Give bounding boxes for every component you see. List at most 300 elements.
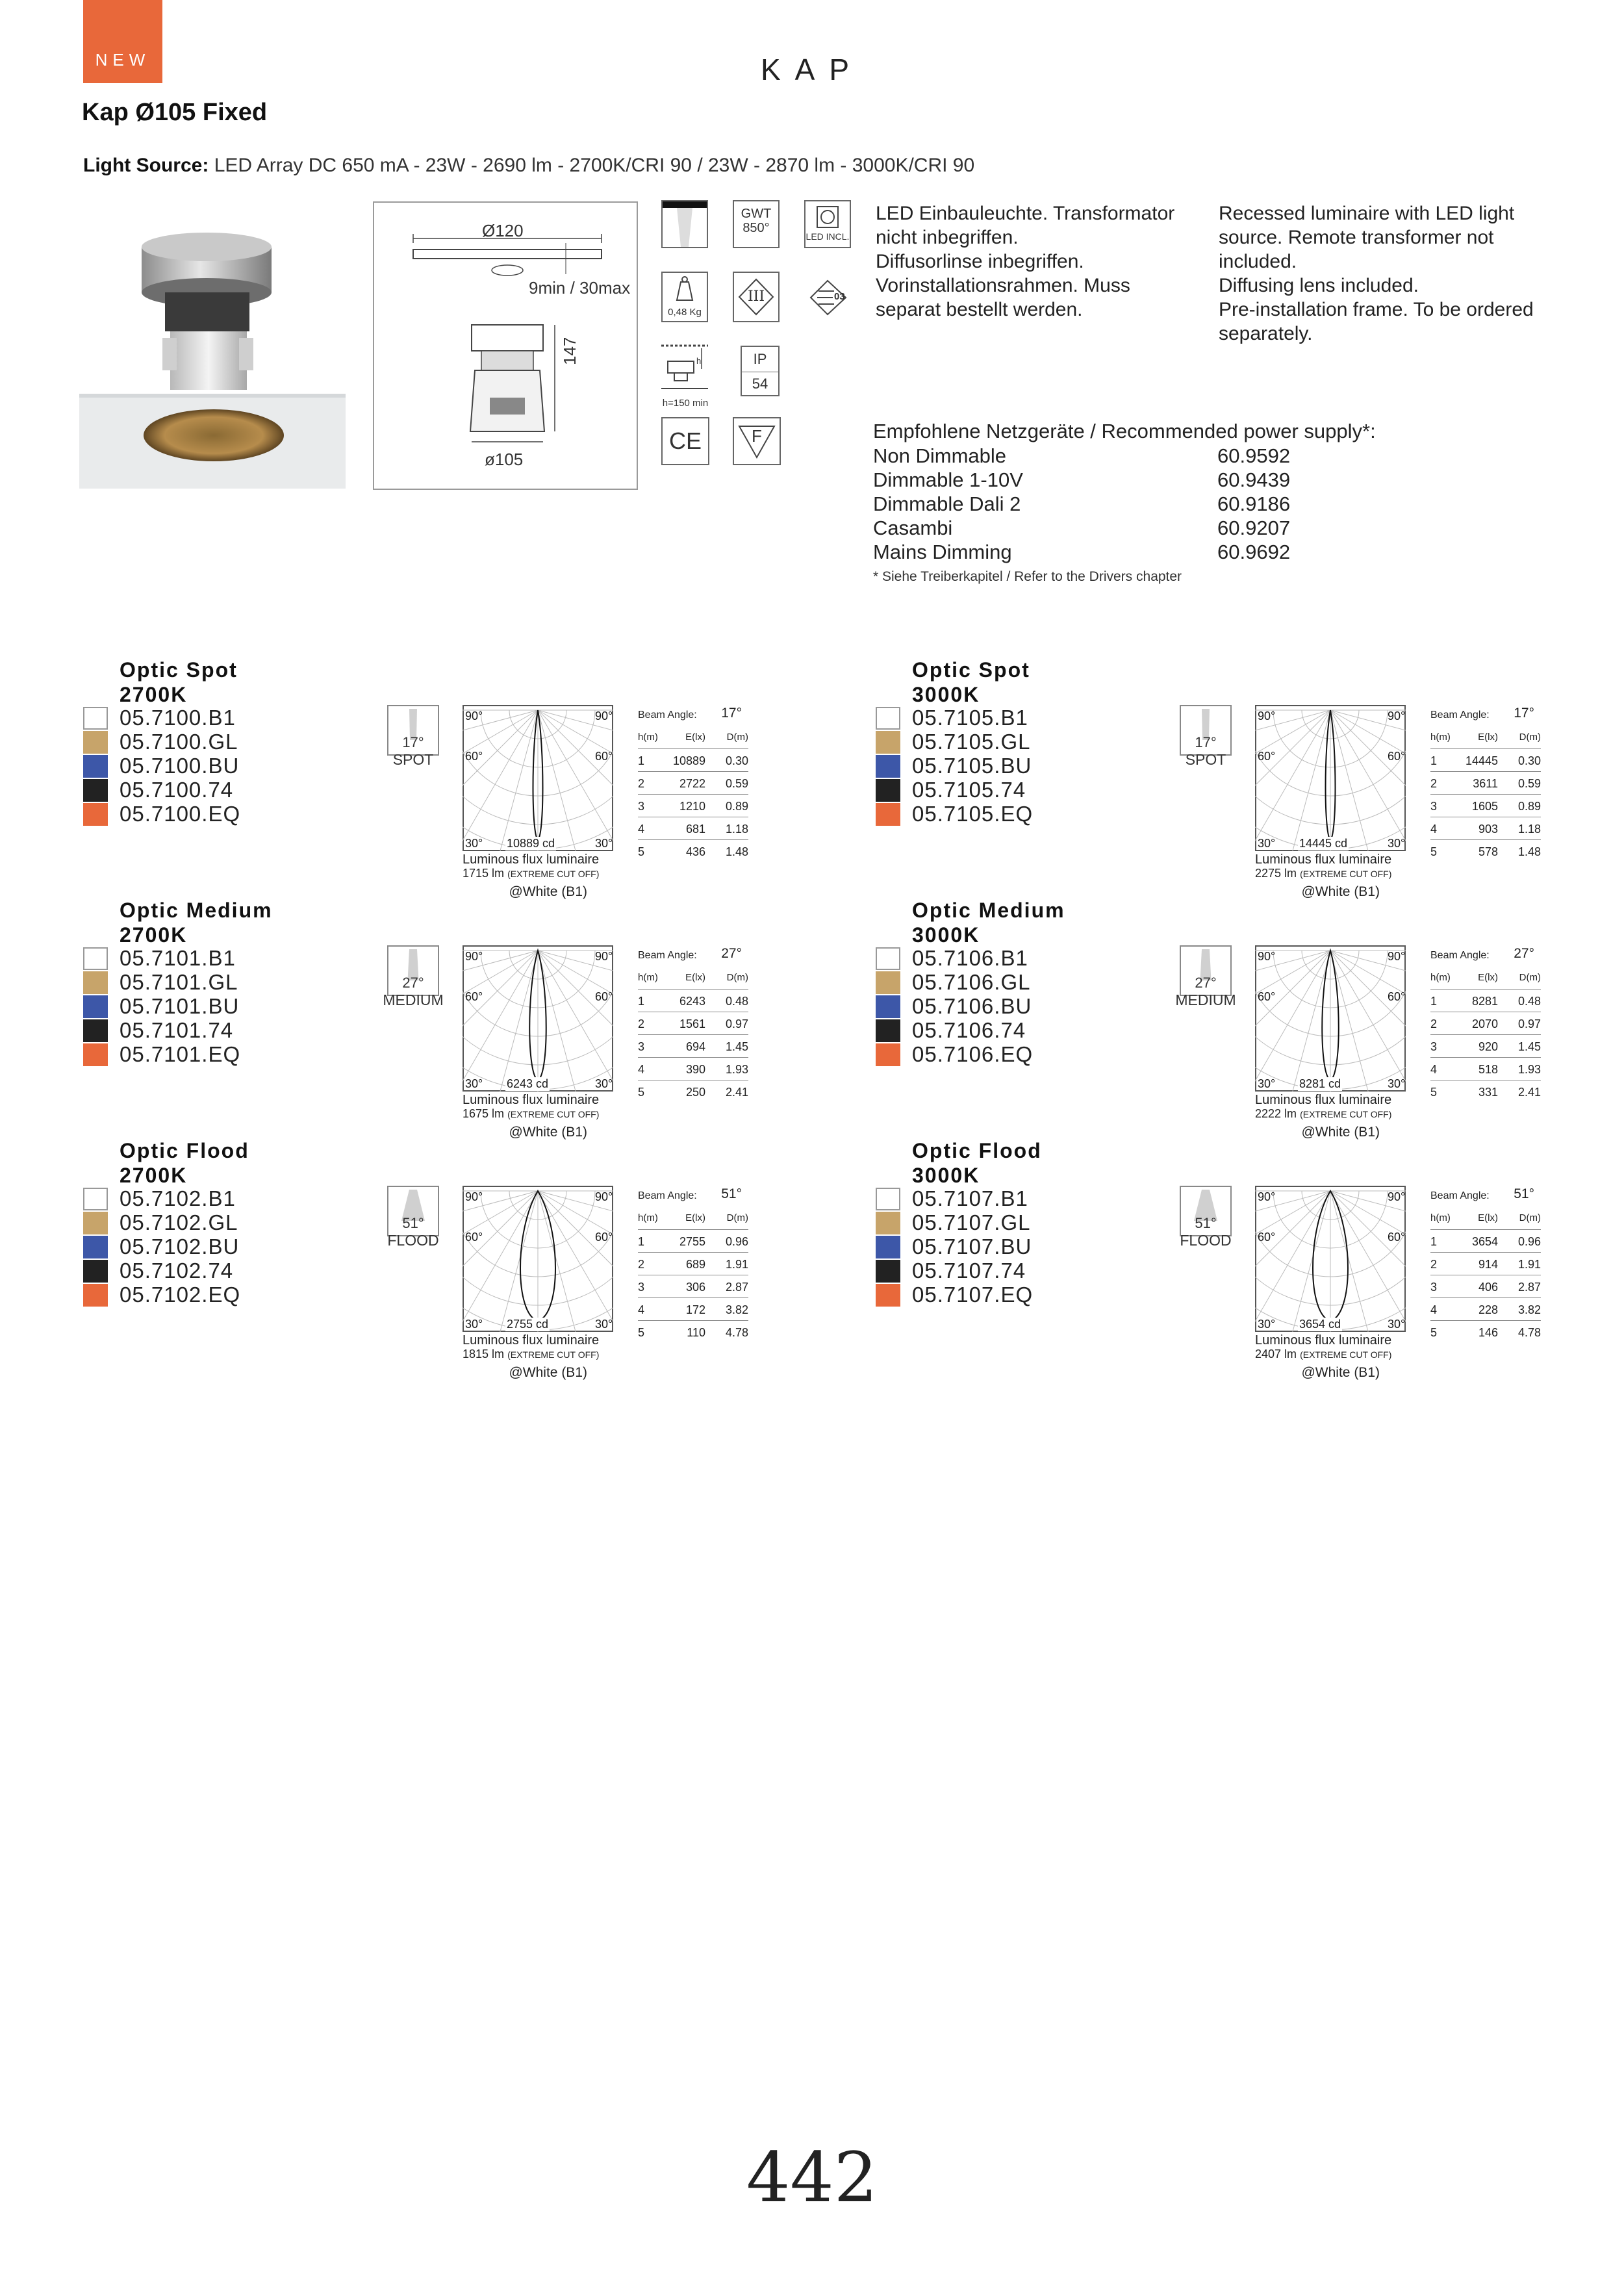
polar-label-90-right: 90° — [595, 709, 613, 722]
product-code: 05.7107.GL — [912, 1210, 1031, 1234]
polar-diagram — [1255, 1186, 1406, 1332]
photometric-table — [1430, 703, 1541, 863]
diameter-value: 0.96 — [725, 1235, 748, 1248]
weight-value: 0,48 Kg — [668, 307, 702, 318]
luminous-flux-value-line — [463, 867, 599, 880]
polar-label-90-left: 90° — [465, 950, 483, 963]
lux-value: 146 — [1478, 1326, 1498, 1339]
brand-title: KAP — [760, 53, 864, 86]
lux-value: 689 — [685, 1258, 705, 1271]
optic-cct: 2700K — [120, 1164, 188, 1187]
header-d: D(m) — [1519, 1212, 1541, 1223]
power-supply-row — [873, 517, 1328, 541]
power-supply-row — [873, 468, 1328, 492]
peak-intensity: 10889 cd — [507, 837, 555, 850]
product-code: 05.7100.EQ — [120, 802, 241, 826]
cutoff-label: (EXTREME CUT OFF) — [1300, 1109, 1392, 1119]
led-included-icon — [804, 200, 851, 248]
photometric-row — [638, 1230, 748, 1253]
ps-name: Mains Dimming — [873, 541, 1012, 563]
photometric-row — [638, 772, 748, 795]
cutoff-label: (EXTREME CUT OFF) — [1300, 869, 1392, 879]
height-value: 5 — [638, 1326, 645, 1339]
luminous-flux-label: Luminous flux luminaire — [463, 852, 600, 867]
power-supply-heading: Empfohlene Netzgeräte / Recommended power supply*: — [873, 420, 1376, 442]
diameter-value: 0.97 — [725, 1017, 748, 1030]
ip-value: 54 — [752, 376, 768, 392]
optic-name: Optic Spot — [120, 658, 238, 682]
polar-label-30-right: 30° — [595, 1318, 613, 1331]
beam-angle-value: 51° — [721, 1186, 742, 1201]
dim-diameter-105: ø105 — [485, 450, 524, 469]
energy-label-icon — [804, 272, 851, 322]
polar-label-90-left: 90° — [465, 1190, 483, 1203]
lux-value: 694 — [685, 1040, 705, 1053]
table-header — [638, 967, 748, 990]
light-source-line — [83, 155, 974, 177]
diameter-value: 0.59 — [1517, 777, 1541, 790]
color-swatch — [83, 1019, 108, 1042]
diameter-value: 0.89 — [725, 800, 748, 813]
led-incl-label: LED INCL. — [806, 231, 850, 242]
gwt-label: GWT — [741, 207, 772, 221]
polar-label-90-left: 90° — [1258, 1190, 1276, 1203]
photometric-table — [638, 703, 748, 863]
lux-value: 2755 — [679, 1235, 705, 1248]
diameter-value: 2.87 — [725, 1281, 748, 1294]
product-code-row — [83, 754, 343, 778]
color-swatch — [876, 1043, 900, 1066]
polar-label-30-right: 30° — [1388, 1077, 1406, 1090]
product-code-row — [83, 778, 343, 802]
optic-cct: 2700K — [120, 923, 188, 947]
beam-angle-label: Beam Angle: — [1430, 1190, 1490, 1201]
product-code: 05.7100.74 — [120, 778, 234, 802]
product-code-row — [876, 754, 1136, 778]
ps-code: 60.9692 — [1217, 541, 1291, 563]
color-swatch — [876, 1212, 900, 1234]
product-code-row — [876, 730, 1136, 754]
polar-label-60-left: 60° — [1258, 1231, 1276, 1244]
color-swatch — [876, 1188, 900, 1210]
photometric-row — [1430, 1035, 1541, 1058]
color-swatch — [876, 995, 900, 1018]
peak-intensity: 14445 cd — [1299, 837, 1348, 850]
product-photo — [79, 214, 346, 489]
product-code: 05.7107.EQ — [912, 1283, 1034, 1307]
product-code-row — [876, 994, 1136, 1018]
polar-label-90-right: 90° — [1388, 1190, 1406, 1203]
ce-label: CE — [668, 428, 702, 454]
product-code-row — [83, 1258, 343, 1283]
white-reference: @White (B1) — [1301, 1125, 1380, 1140]
height-value: 1 — [1430, 995, 1438, 1008]
description-en-line: Recessed luminaire with LED light — [1219, 203, 1515, 224]
ps-name: Casambi — [873, 517, 953, 539]
header-e: E(lx) — [685, 732, 705, 743]
beam-angle-badge: 27° — [1195, 975, 1217, 991]
product-code-row — [876, 778, 1136, 802]
product-code: 05.7105.B1 — [912, 706, 1028, 730]
product-code-row — [876, 946, 1136, 970]
white-reference: @White (B1) — [1301, 1365, 1380, 1380]
product-code-list — [876, 946, 1136, 1066]
photometric-row — [638, 1253, 748, 1275]
lux-value: 903 — [1478, 823, 1498, 836]
height-value: 2 — [638, 777, 645, 790]
polar-diagram — [1255, 945, 1406, 1092]
luminous-flux-value: 2407 lm — [1255, 1348, 1297, 1361]
luminous-flux-label: Luminous flux luminaire — [463, 1333, 600, 1348]
weight-icon — [661, 272, 708, 322]
diameter-value: 0.97 — [1517, 1017, 1541, 1030]
ip-rating-icon — [741, 346, 780, 396]
f-label: F — [752, 426, 762, 446]
color-swatch — [83, 1236, 108, 1258]
product-code-list — [83, 1186, 343, 1307]
product-code-row — [876, 1258, 1136, 1283]
photometric-row — [638, 840, 748, 863]
optic-block — [876, 658, 1624, 898]
photometric-row — [1430, 1321, 1541, 1344]
white-reference: @White (B1) — [1301, 884, 1380, 899]
polar-label-30-left: 30° — [1258, 1318, 1276, 1331]
product-code-row — [83, 706, 343, 730]
product-code-list — [876, 706, 1136, 826]
diameter-value: 1.91 — [725, 1258, 748, 1271]
product-code: 05.7100.B1 — [120, 706, 236, 730]
product-code-list — [876, 1186, 1136, 1307]
ps-code: 60.9592 — [1217, 444, 1291, 467]
optic-name: Optic Flood — [912, 1139, 1042, 1162]
diameter-value: 0.59 — [725, 777, 748, 790]
color-swatch — [83, 947, 108, 970]
beam-angle-value: 17° — [1514, 706, 1534, 721]
luminous-flux-label: Luminous flux luminaire — [1255, 1093, 1392, 1107]
photometric-row — [638, 1058, 748, 1080]
description-de-line: Vorinstallationsrahmen. Muss — [876, 275, 1130, 296]
lux-value: 1210 — [679, 800, 705, 813]
optic-block — [876, 1138, 1624, 1379]
optic-cct: 2700K — [120, 683, 188, 706]
photometric-row — [1430, 1058, 1541, 1080]
lux-value: 518 — [1478, 1063, 1498, 1076]
luminous-flux-value-line — [1255, 1348, 1391, 1361]
color-swatch — [83, 755, 108, 778]
polar-diagram — [1255, 705, 1406, 851]
ps-name: Dimmable Dali 2 — [873, 492, 1021, 515]
lux-value: 1605 — [1471, 800, 1498, 813]
polar-label-60-left: 60° — [465, 990, 483, 1003]
lux-value: 681 — [685, 823, 705, 836]
photometric-row — [638, 1298, 748, 1321]
polar-label-90-right: 90° — [1388, 950, 1406, 963]
luminous-flux-value-line — [463, 1348, 599, 1361]
h-min-label: h=150 min — [662, 398, 709, 409]
dim-height: 147 — [560, 337, 579, 365]
height-value: 1 — [638, 1235, 645, 1248]
optic-title — [120, 1138, 249, 1188]
header-e: E(lx) — [685, 972, 705, 983]
color-swatch — [83, 707, 108, 730]
header-h: h(m) — [1430, 972, 1451, 983]
product-code: 05.7102.74 — [120, 1258, 234, 1283]
height-value: 4 — [1430, 1303, 1438, 1316]
energy-value: 03 — [834, 291, 845, 302]
description-de-line: LED Einbauleuchte. Transformator — [876, 203, 1175, 224]
lux-value: 172 — [685, 1303, 705, 1316]
photometric-row — [1430, 1080, 1541, 1103]
diameter-value: 1.93 — [725, 1063, 748, 1076]
optic-title — [912, 898, 1065, 947]
color-swatch — [876, 707, 900, 730]
product-code: 05.7102.GL — [120, 1210, 238, 1234]
cutoff-label: (EXTREME CUT OFF) — [507, 1349, 600, 1360]
product-code-list — [83, 706, 343, 826]
color-swatch — [83, 1212, 108, 1234]
dim-diameter-120: Ø120 — [482, 221, 524, 240]
polar-label-60-right: 60° — [1388, 750, 1406, 763]
color-swatch — [83, 995, 108, 1018]
header-h: h(m) — [1430, 732, 1451, 743]
color-swatch — [83, 1043, 108, 1066]
height-value: 1 — [1430, 1235, 1438, 1248]
product-code-row — [876, 1283, 1136, 1307]
header-e: E(lx) — [685, 1212, 705, 1223]
cutoff-label: (EXTREME CUT OFF) — [507, 869, 600, 879]
ps-code: 60.9186 — [1217, 492, 1291, 515]
light-source-label: Light Source: — [83, 155, 209, 176]
header-h: h(m) — [638, 732, 658, 743]
color-swatch — [876, 1284, 900, 1307]
product-code-row — [83, 1283, 343, 1307]
product-code: 05.7107.74 — [912, 1258, 1026, 1283]
beam-angle-label: Beam Angle: — [1430, 950, 1490, 961]
beam-angle-row — [638, 703, 748, 726]
beam-angle-label: Beam Angle: — [638, 1190, 697, 1201]
power-supply-row — [873, 541, 1328, 565]
luminous-flux-value: 2275 lm — [1255, 867, 1297, 880]
product-code: 05.7107.B1 — [912, 1186, 1028, 1210]
beam-angle-label: Beam Angle: — [1430, 709, 1490, 721]
height-value: 5 — [1430, 845, 1438, 858]
polar-label-30-left: 30° — [465, 1318, 483, 1331]
beam-angle-value: 51° — [1514, 1186, 1534, 1201]
photometric-table — [1430, 943, 1541, 1103]
product-code: 05.7106.GL — [912, 970, 1031, 994]
lux-value: 2070 — [1471, 1017, 1498, 1030]
height-value: 3 — [1430, 1040, 1438, 1053]
luminous-flux-value: 1815 lm — [463, 1348, 505, 1361]
beam-angle-badge: 51° — [402, 1215, 424, 1231]
height-value: 1 — [638, 754, 645, 767]
description-de — [876, 201, 1174, 322]
photometric-row — [638, 795, 748, 817]
luminous-flux-label: Luminous flux luminaire — [463, 1093, 600, 1107]
ps-name: Dimmable 1-10V — [873, 468, 1023, 491]
polar-label-60-right: 60° — [595, 1231, 613, 1244]
product-code: 05.7101.B1 — [120, 946, 236, 970]
luminous-flux-value: 2222 lm — [1255, 1107, 1297, 1120]
optic-name: Optic Medium — [912, 899, 1065, 922]
luminous-flux-label: Luminous flux luminaire — [1255, 1333, 1392, 1348]
lux-value: 10889 — [672, 754, 705, 767]
product-code: 05.7105.EQ — [912, 802, 1034, 826]
lux-value: 14445 — [1465, 754, 1498, 767]
height-value: 5 — [1430, 1326, 1438, 1339]
optic-name: Optic Spot — [912, 658, 1030, 682]
polar-label-30-left: 30° — [1258, 1077, 1276, 1090]
height-value: 2 — [638, 1258, 645, 1271]
product-code: 05.7102.B1 — [120, 1186, 236, 1210]
lux-value: 306 — [685, 1281, 705, 1294]
product-code: 05.7105.74 — [912, 778, 1026, 802]
product-code-row — [876, 1042, 1136, 1066]
diameter-value: 2.87 — [1517, 1281, 1541, 1294]
color-swatch — [876, 1260, 900, 1283]
description-en-line: source. Remote transformer not — [1219, 227, 1494, 248]
photometric-row — [1430, 1275, 1541, 1298]
table-header — [1430, 967, 1541, 990]
optic-cct: 3000K — [912, 1164, 980, 1187]
height-value: 4 — [1430, 823, 1438, 836]
photometric-row — [1430, 795, 1541, 817]
polar-label-60-left: 60° — [1258, 750, 1276, 763]
photometric-row — [638, 817, 748, 840]
polar-label-90-left: 90° — [465, 709, 483, 722]
product-code: 05.7106.EQ — [912, 1042, 1034, 1066]
product-code-row — [83, 994, 343, 1018]
product-code-row — [876, 970, 1136, 994]
optic-title — [120, 898, 273, 947]
photometric-row — [638, 1012, 748, 1035]
height-value: 4 — [638, 1063, 645, 1076]
diameter-value: 4.78 — [725, 1326, 748, 1339]
beam-type-label: MEDIUM — [1175, 991, 1236, 1008]
product-code-row — [876, 1210, 1136, 1234]
diameter-value: 1.93 — [1517, 1063, 1541, 1076]
photometric-table — [638, 943, 748, 1103]
color-swatch — [83, 731, 108, 754]
polar-label-90-right: 90° — [595, 950, 613, 963]
lux-value: 406 — [1478, 1281, 1498, 1294]
height-value: 1 — [1430, 754, 1438, 767]
product-code: 05.7101.EQ — [120, 1042, 241, 1066]
polar-label-60-right: 60° — [1388, 990, 1406, 1003]
polar-label-60-right: 60° — [1388, 1231, 1406, 1244]
lux-value: 3611 — [1473, 777, 1498, 790]
color-swatch — [876, 731, 900, 754]
product-code-row — [876, 706, 1136, 730]
optic-block — [83, 658, 876, 898]
diameter-value: 1.18 — [1517, 823, 1541, 836]
header-e: E(lx) — [1478, 732, 1498, 743]
beam-type-label: SPOT — [1185, 751, 1226, 768]
product-code-row — [83, 1042, 343, 1066]
height-value: 2 — [1430, 1017, 1438, 1030]
description-de-line: separat bestellt werden. — [876, 299, 1083, 320]
color-swatch — [876, 755, 900, 778]
polar-label-90-right: 90° — [595, 1190, 613, 1203]
header-d: D(m) — [1519, 732, 1541, 743]
height-value: 5 — [638, 845, 645, 858]
height-value: 3 — [638, 1281, 645, 1294]
beam-angle-row — [1430, 703, 1541, 726]
header-e: E(lx) — [1478, 1212, 1498, 1223]
product-code-row — [83, 730, 343, 754]
f-mark-icon — [733, 417, 781, 465]
height-value: 5 — [638, 1086, 645, 1099]
height-value: 4 — [638, 823, 645, 836]
diameter-value: 1.45 — [725, 1040, 748, 1053]
product-code-row — [876, 802, 1136, 826]
height-value: 3 — [1430, 1281, 1438, 1294]
product-code-row — [83, 802, 343, 826]
beam-type-label: FLOOD — [387, 1232, 439, 1249]
lux-value: 331 — [1478, 1086, 1498, 1099]
lux-value: 110 — [687, 1326, 705, 1339]
lamp-shape-icon — [661, 200, 708, 248]
product-code-row — [83, 946, 343, 970]
polar-label-30-left: 30° — [465, 1077, 483, 1090]
ps-name: Non Dimmable — [873, 444, 1007, 467]
product-code: 05.7102.BU — [120, 1234, 240, 1258]
beam-angle-value: 17° — [721, 706, 742, 721]
product-code-row — [83, 1186, 343, 1210]
product-code: 05.7105.BU — [912, 754, 1032, 778]
beam-type-label: MEDIUM — [383, 991, 444, 1008]
cutoff-label: (EXTREME CUT OFF) — [1300, 1349, 1392, 1360]
description-en-line: separately. — [1219, 323, 1313, 344]
photometric-table — [638, 1184, 748, 1344]
photometric-row — [1430, 1012, 1541, 1035]
optic-name: Optic Flood — [120, 1139, 249, 1162]
cutoff-label: (EXTREME CUT OFF) — [507, 1109, 600, 1119]
photometric-row — [1430, 772, 1541, 795]
peak-intensity: 8281 cd — [1299, 1077, 1341, 1090]
header-d: D(m) — [726, 1212, 748, 1223]
color-swatch — [83, 1188, 108, 1210]
description-en-line: included. — [1219, 251, 1297, 272]
product-code: 05.7105.GL — [912, 730, 1031, 754]
color-swatch — [83, 779, 108, 802]
header-h: h(m) — [638, 1212, 658, 1223]
gwt-icon — [733, 200, 780, 248]
polar-label-30-right: 30° — [595, 1077, 613, 1090]
diameter-value: 1.45 — [1517, 1040, 1541, 1053]
polar-label-90-left: 90° — [1258, 950, 1276, 963]
lux-value: 228 — [1478, 1303, 1498, 1316]
diameter-value: 1.91 — [1517, 1258, 1541, 1271]
polar-label-90-left: 90° — [1258, 709, 1276, 722]
beam-angle-value: 27° — [1514, 946, 1534, 961]
product-code-list — [83, 946, 343, 1066]
class-iii-icon — [733, 272, 780, 322]
polar-label-60-left: 60° — [465, 1231, 483, 1244]
product-code: 05.7101.GL — [120, 970, 238, 994]
luminous-flux-label: Luminous flux luminaire — [1255, 852, 1392, 867]
polar-label-30-right: 30° — [1388, 837, 1406, 850]
new-badge-label: NEW — [95, 50, 151, 70]
product-code: 05.7106.BU — [912, 994, 1032, 1018]
lux-value: 920 — [1478, 1040, 1498, 1053]
peak-intensity: 3654 cd — [1299, 1318, 1341, 1331]
photometric-row — [638, 1321, 748, 1344]
product-code: 05.7106.74 — [912, 1018, 1026, 1042]
optic-cct: 3000K — [912, 923, 980, 947]
diameter-value: 0.48 — [1517, 995, 1541, 1008]
dimension-drawing — [373, 201, 638, 490]
